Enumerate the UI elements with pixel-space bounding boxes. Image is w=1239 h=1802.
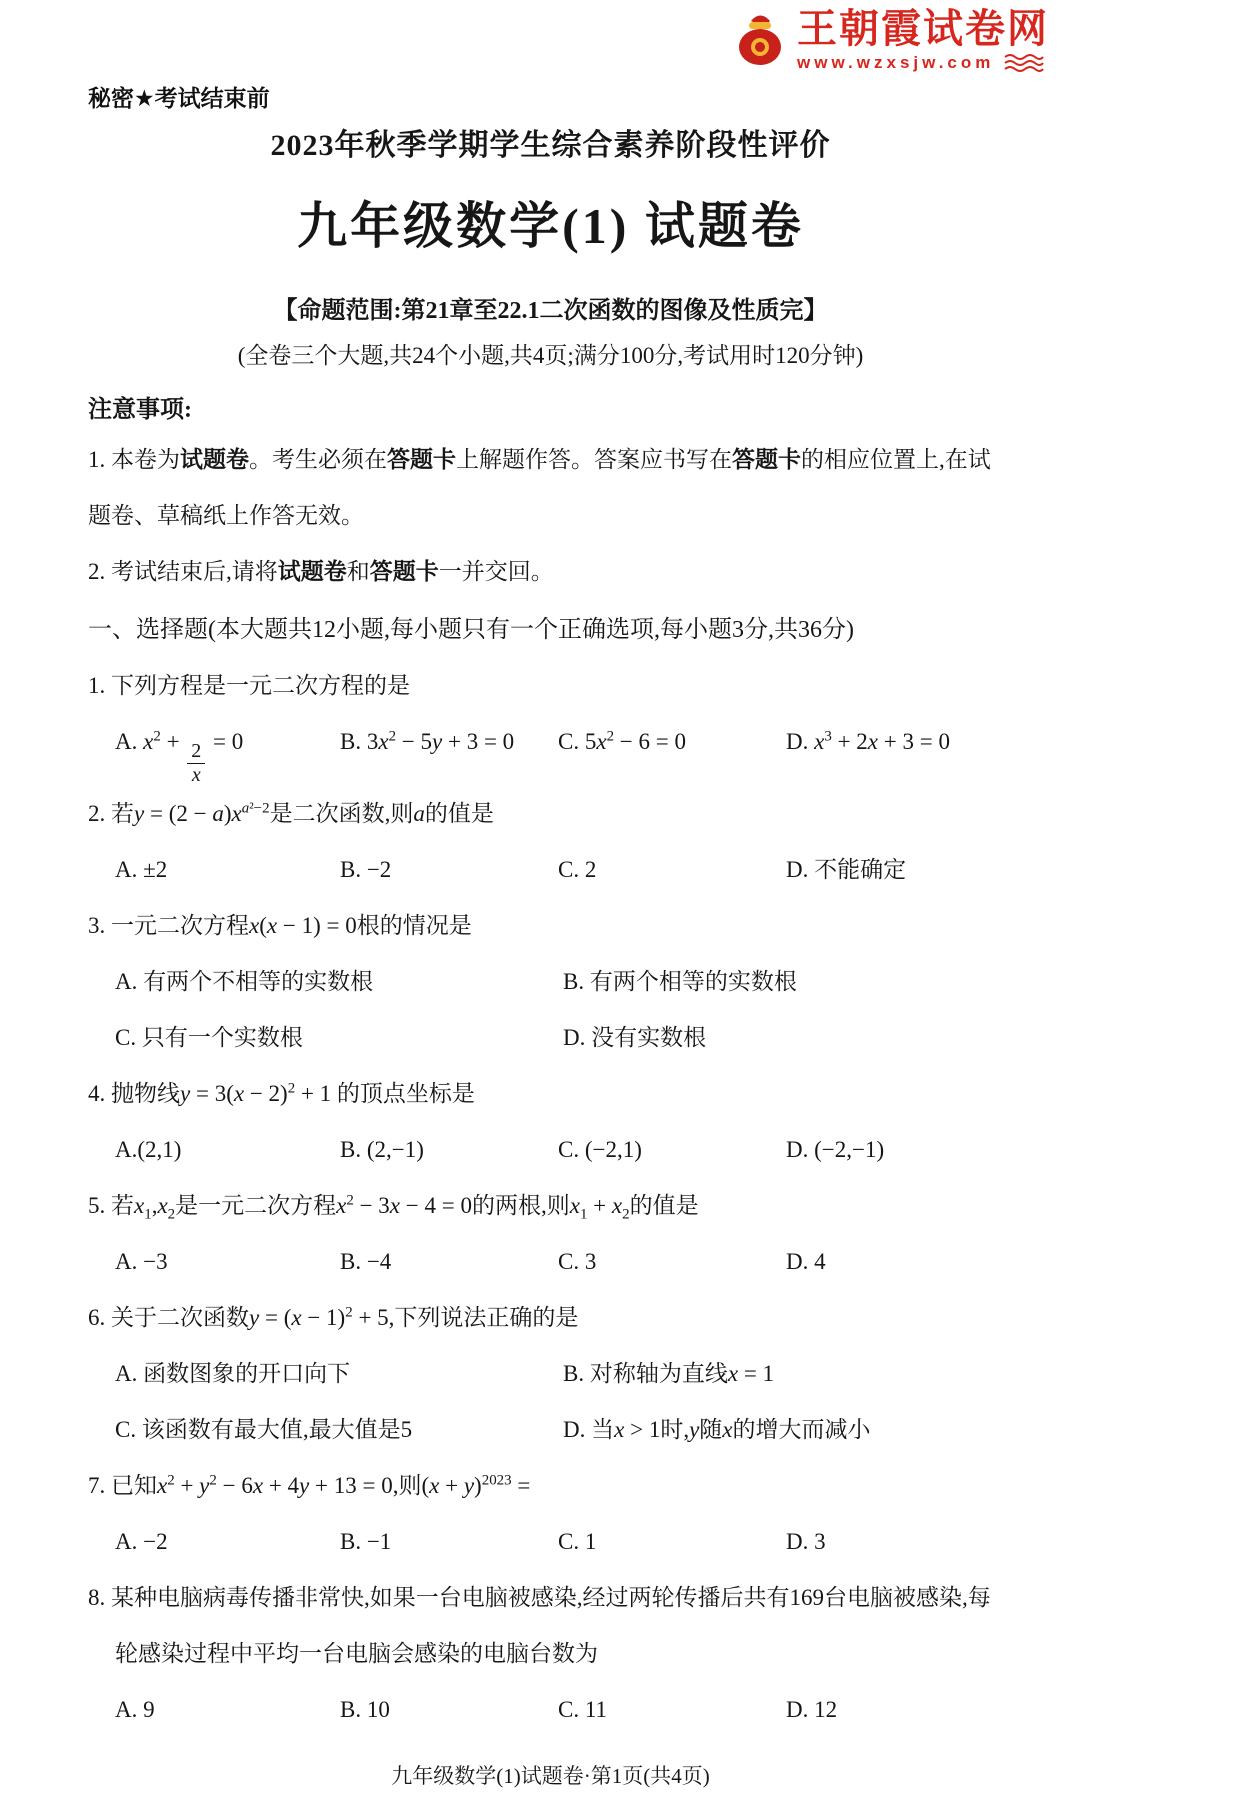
question-7-option-b: B. −1 bbox=[340, 1529, 392, 1554]
question-6-option-a: A. 函数图象的开口向下 bbox=[115, 1361, 351, 1386]
question-7-option-c: C. 1 bbox=[558, 1529, 597, 1554]
question-1-option-b: B. $3x^2 - 5y + 3 = 0$ bbox=[340, 728, 515, 754]
exam-scope-line: 【命题范围:第21章至22.1二次函数的图像及性质完】 bbox=[273, 298, 828, 324]
question-3-option-b: B. 有两个相等的实数根 bbox=[563, 969, 797, 994]
question-4-option-d: D. (−2,−1) bbox=[786, 1137, 885, 1162]
question-4-option-a: A.(2,1) bbox=[115, 1137, 182, 1162]
logo-site-url: www.wzxsjw.com bbox=[797, 53, 995, 72]
classification-label: 秘密★考试结束前 bbox=[88, 85, 270, 111]
logo-text-block bbox=[797, 8, 1049, 73]
question-8-option-a: A. 9 bbox=[115, 1697, 155, 1722]
exam-term-title: 2023年秋季学期学生综合素养阶段性评价 bbox=[270, 129, 831, 162]
logo-seal-icon bbox=[733, 8, 787, 66]
question-6-option-d: D. 当x > 1时,y随x的增大而减小 bbox=[563, 1417, 871, 1442]
question-8-option-c: C. 11 bbox=[558, 1697, 607, 1722]
question-1 bbox=[88, 658, 1013, 786]
question-1-options bbox=[88, 714, 1013, 786]
note-item-1: 1. 本卷为试题卷。考生必须在答题卡上解题作答。答案应书写在答题卡的相应位置上,在试题卷、草稿纸上作答无效。 bbox=[88, 447, 991, 528]
question-2-stem: 2. 若$y = (2 - a)x^{a^2-2}$是二次函数,则a的值是 bbox=[88, 800, 494, 826]
question-8-stem: 8. 某种电脑病毒传播非常快,如果一台电脑被感染,经过两轮传播后共有169台电脑被感染,每轮感染过程中平均一台电脑会感染的电脑台数为 bbox=[88, 1585, 991, 1666]
question-2-option-b: B. −2 bbox=[340, 857, 392, 882]
site-logo bbox=[733, 8, 1049, 73]
question-5 bbox=[88, 1178, 1013, 1290]
question-6-stem: 6. 关于二次函数$y = (x - 1)^2 + 5$,下列说法正确的是 bbox=[88, 1304, 579, 1330]
question-3-option-a: A. 有两个不相等的实数根 bbox=[115, 969, 374, 994]
question-4-option-b: B. (2,−1) bbox=[340, 1137, 424, 1162]
question-3-stem: 3. 一元二次方程x(x − 1) = 0根的情况是 bbox=[88, 913, 472, 938]
question-3-options bbox=[88, 954, 1013, 1066]
question-7-stem: 7. 已知$x^2 + y^2 - 6x + 4y + 13 = 0$,则$(x + y)^{2023}$ = bbox=[88, 1472, 531, 1498]
question-7-option-d: D. 3 bbox=[786, 1529, 826, 1554]
question-4-option-c: C. (−2,1) bbox=[558, 1137, 642, 1162]
question-3-option-c: C. 只有一个实数根 bbox=[115, 1025, 303, 1050]
question-2-option-a: A. ±2 bbox=[115, 857, 168, 882]
notes-heading: 注意事项: bbox=[88, 397, 192, 423]
question-5-stem: 5. 若$x_1,x_2$是一元二次方程$x^2 - 3x - 4 = 0$的两根,则$x_1 + x_2$的值是 bbox=[88, 1192, 699, 1223]
question-6-option-b: B. 对称轴为直线x = 1 bbox=[563, 1361, 775, 1386]
question-1-option-d: D. $x^3 + 2x + 3 = 0$ bbox=[786, 728, 950, 754]
question-5-option-b: B. −4 bbox=[340, 1249, 392, 1274]
question-8-option-d: D. 12 bbox=[786, 1697, 838, 1722]
question-4 bbox=[88, 1066, 1013, 1178]
question-1-stem: 1. 下列方程是一元二次方程的是 bbox=[88, 673, 410, 698]
exam-content bbox=[88, 0, 1013, 1790]
question-5-options bbox=[88, 1234, 1013, 1290]
question-3-option-d: D. 没有实数根 bbox=[563, 1025, 707, 1050]
question-3 bbox=[88, 898, 1013, 1066]
page-footer: 九年级数学(1)试题卷·第1页(共4页) bbox=[391, 1764, 710, 1788]
question-2-options bbox=[88, 842, 1013, 898]
question-1-option-c: C. $5x^2 - 6 = 0$ bbox=[558, 728, 686, 754]
question-7-option-a: A. −2 bbox=[115, 1529, 168, 1554]
wave-decoration-icon bbox=[1004, 53, 1044, 73]
exam-main-title: 九年级数学(1) 试题卷 bbox=[297, 198, 804, 254]
question-1-option-a: A. $x^2$ + $\frac{2}{x}$ = 0 bbox=[115, 728, 244, 786]
question-6 bbox=[88, 1290, 1013, 1458]
question-6-option-c: C. 该函数有最大值,最大值是5 bbox=[115, 1417, 413, 1442]
question-7 bbox=[88, 1458, 1013, 1570]
question-7-options bbox=[88, 1514, 1013, 1570]
question-8-option-b: B. 10 bbox=[340, 1697, 390, 1722]
question-5-option-a: A. −3 bbox=[115, 1249, 168, 1274]
logo-site-name: 王朝霞试卷网 bbox=[797, 7, 1049, 51]
logo-url-row bbox=[797, 53, 1049, 73]
question-2 bbox=[88, 786, 1013, 898]
question-8-options bbox=[88, 1682, 1013, 1738]
question-2-option-d: D. 不能确定 bbox=[786, 857, 907, 882]
question-2-option-c: C. 2 bbox=[558, 857, 597, 882]
question-5-option-d: D. 4 bbox=[786, 1249, 826, 1274]
note-item-2: 2. 考试结束后,请将试题卷和答题卡一并交回。 bbox=[88, 559, 554, 584]
question-8 bbox=[88, 1570, 1013, 1738]
question-5-option-c: C. 3 bbox=[558, 1249, 597, 1274]
exam-meta-line: (全卷三个大题,共24个小题,共4页;满分100分,考试用时120分钟) bbox=[237, 343, 864, 368]
question-4-options bbox=[88, 1122, 1013, 1178]
question-6-options bbox=[88, 1346, 1013, 1458]
question-4-stem: 4. 抛物线$y = 3(x - 2)^2 + 1$ 的顶点坐标是 bbox=[88, 1080, 475, 1106]
section-one-heading: 一、选择题(本大题共12小题,每小题只有一个正确选项,每小题3分,共36分) bbox=[88, 617, 854, 643]
